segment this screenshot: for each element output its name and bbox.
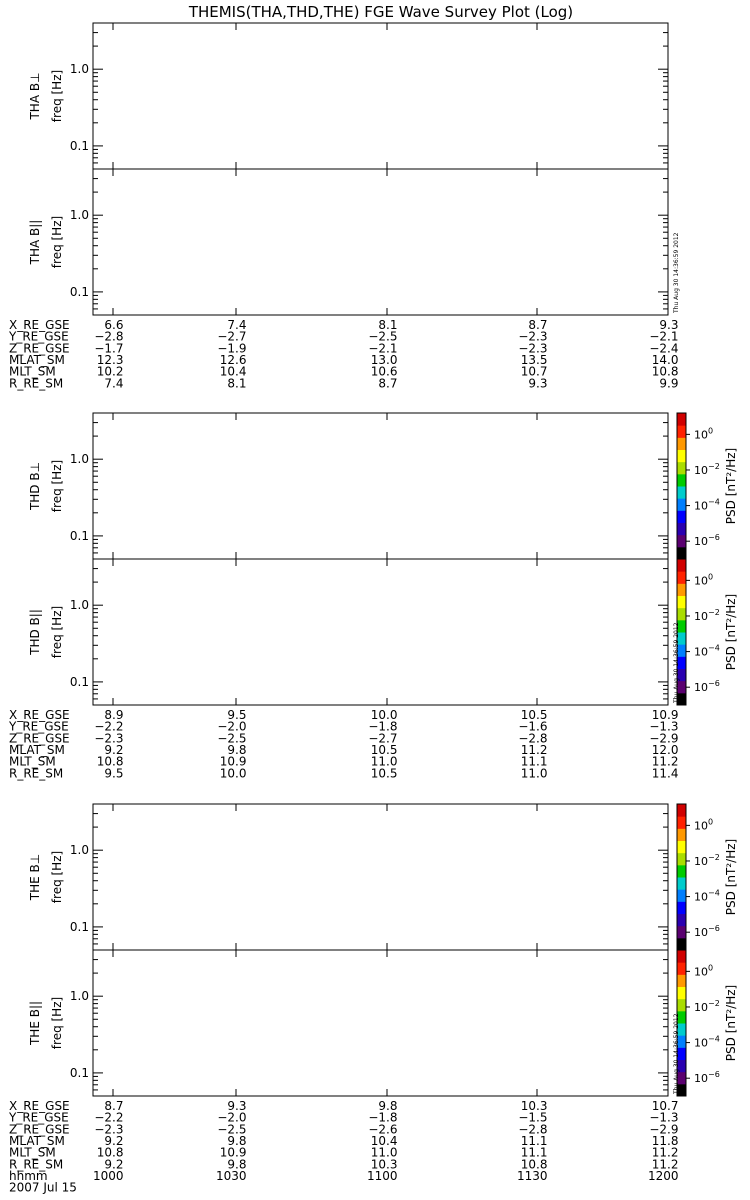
y-axis-label: freq [Hz] (50, 215, 64, 269)
colorbar-tick-label: $10^0$ (694, 963, 714, 979)
colorbar-tick-label: $10^{-2}$ (694, 998, 720, 1014)
ephemeris-value: −2.1 (649, 329, 679, 344)
colorbar-label: PSD [nT²/Hz] (724, 447, 738, 525)
ephemeris-value: −1.8 (368, 719, 398, 734)
ephemeris-value: −2.3 (518, 329, 548, 344)
ephemeris-value: 12.6 (219, 352, 247, 367)
ephemeris-value: −2.2 (94, 1110, 124, 1125)
colorbar-segment (677, 841, 686, 854)
panel-frame (93, 169, 668, 315)
colorbar-tick-label: $10^{-4}$ (694, 497, 720, 513)
colorbar-tick-label: $10^{-6}$ (694, 1070, 720, 1086)
colorbar-label: PSD [nT²/Hz] (724, 984, 738, 1062)
colorbar-tick-label: $10^{-2}$ (694, 607, 720, 623)
ephemeris-row-label: MLAT_SM (9, 742, 65, 757)
ephemeris-value: 10.6 (370, 364, 398, 379)
ephemeris-value: −2.1 (368, 341, 398, 356)
ephemeris-value: 10.9 (219, 754, 247, 769)
y-tick-label: 0.1 (69, 1065, 89, 1080)
colorbar-segment (677, 547, 686, 560)
ephemeris-value: −2.4 (649, 341, 679, 356)
ephemeris-value: 11.0 (370, 754, 398, 769)
panel-label: THE B⊥ (28, 853, 42, 901)
ephemeris-value: −2.8 (94, 329, 124, 344)
colorbar-tick-label: $10^{-4}$ (694, 888, 720, 904)
ephemeris-value: −2.5 (217, 731, 247, 746)
ephemeris-row-label: Y_RE_GSE (9, 329, 69, 344)
ephemeris-value: 1000 (92, 1168, 124, 1183)
ephemeris-value: 9.3 (659, 318, 679, 332)
colorbar-segment (677, 950, 686, 963)
ephemeris-value: 11.1 (520, 754, 548, 769)
colorbar-tick-label: $10^{-6}$ (694, 679, 720, 695)
ephemeris-value: 11.1 (520, 1145, 548, 1160)
ephemeris-value: 11.2 (651, 1157, 679, 1172)
ephemeris-row-label: MLT_SM (9, 1145, 56, 1160)
timestamp-stamp: Thu Aug 30 14:36:59 2012 (673, 1013, 680, 1094)
ephemeris-value: −1.3 (649, 719, 679, 734)
timestamp-stamp: Thu Aug 30 14:36:59 2012 (673, 622, 680, 703)
ephemeris-value: 11.2 (651, 754, 679, 769)
ephemeris-value: 11.2 (520, 742, 548, 757)
ephemeris-value: −2.9 (649, 1122, 679, 1137)
ephemeris-row-label: R_RE_SM (9, 1157, 64, 1172)
colorbar-segment (677, 974, 686, 987)
panel-label: THD B|| (28, 609, 42, 655)
ephemeris-value: −2.3 (94, 731, 124, 746)
ephemeris-value: −2.8 (518, 731, 548, 746)
ephemeris-row-label: R_RE_SM (9, 376, 64, 391)
y-tick-label: 0.1 (69, 528, 89, 543)
colorbar-segment (677, 926, 686, 939)
ephemeris-value: −1.6 (518, 719, 548, 734)
ephemeris-value: 10.0 (370, 708, 398, 722)
probe-groups (8, 23, 738, 1195)
colorbar-segment (677, 938, 686, 951)
colorbar-label: PSD [nT²/Hz] (724, 838, 738, 916)
ephemeris-value: 10.3 (370, 1157, 398, 1172)
y-tick-label: 1.0 (69, 598, 89, 613)
colorbar-segment (677, 510, 686, 523)
colorbar-segment (677, 901, 686, 914)
ephemeris-value: −2.6 (368, 1122, 398, 1137)
y-axis-label: freq [Hz] (50, 459, 64, 513)
y-axis-label: freq [Hz] (50, 850, 64, 904)
ephemeris-value: 9.2 (104, 1157, 124, 1172)
ephemeris-value: 13.0 (370, 352, 398, 367)
probe-group-the (8, 804, 738, 1195)
ephemeris-row-label: Y_RE_GSE (9, 719, 69, 734)
ephemeris-value: −1.9 (217, 341, 247, 356)
ephemeris-value: 10.8 (96, 1145, 124, 1160)
ephemeris-value: 12.3 (96, 352, 124, 367)
ephemeris-value: 11.4 (651, 766, 679, 781)
ephemeris-value: 10.8 (96, 754, 124, 769)
ephemeris-value: 10.5 (370, 742, 398, 757)
ephemeris-value: 11.8 (651, 1133, 679, 1148)
colorbar-segment (677, 816, 686, 829)
ephemeris-value: 10.4 (370, 1133, 398, 1148)
probe-group-tha (8, 23, 680, 390)
colorbar-tick-label: $10^{-6}$ (694, 924, 720, 940)
ephemeris-date: 2007 Jul 15 (9, 1180, 77, 1195)
colorbar-segment (677, 889, 686, 902)
ephemeris-row-label: Z_RE_GSE (9, 341, 70, 356)
colorbar-tick-label: $10^{-2}$ (694, 852, 720, 868)
ephemeris-value: 10.4 (219, 364, 247, 379)
panel-label: THE B|| (28, 1000, 42, 1046)
colorbar-tick-label: $10^{-2}$ (694, 461, 720, 477)
colorbar-segment (677, 914, 686, 927)
ephemeris-row-label: R_RE_SM (9, 766, 64, 781)
ephemeris-table (8, 708, 679, 780)
ephemeris-value: 10.9 (651, 708, 679, 722)
colorbar-label: PSD [nT²/Hz] (724, 593, 738, 671)
ephemeris-value: −2.5 (217, 1122, 247, 1137)
ephemeris-value: −2.3 (518, 341, 548, 356)
ephemeris-value: 10.5 (370, 766, 398, 781)
ephemeris-value: 9.5 (227, 708, 247, 722)
colorbar-tick-label: $10^{-4}$ (694, 643, 720, 659)
ephemeris-value: 8.1 (378, 318, 398, 332)
colorbar-tick-label: $10^0$ (694, 426, 714, 442)
colorbar-tick-label: $10^0$ (694, 817, 714, 833)
y-tick-label: 1.0 (69, 989, 89, 1004)
y-tick-label: 1.0 (69, 452, 89, 467)
colorbar-segment (677, 474, 686, 487)
colorbar-segment (677, 571, 686, 584)
panel-label: THA B|| (28, 219, 42, 265)
colorbar-segment (677, 450, 686, 463)
ephemeris-value: 1100 (366, 1168, 398, 1183)
plot-title: THEMIS(THA,THD,THE) FGE Wave Survey Plot (Log) (188, 3, 574, 21)
ephemeris-value: 8.7 (104, 1099, 124, 1113)
colorbar-tick-label: $10^{-6}$ (694, 533, 720, 549)
ephemeris-row-label: MLAT_SM (9, 352, 65, 367)
ephemeris-row-label: X_RE_GSE (9, 1099, 70, 1113)
ephemeris-value: 8.1 (227, 376, 247, 391)
ephemeris-row-label: MLT_SM (9, 364, 56, 379)
y-tick-label: 1.0 (69, 843, 89, 858)
y-tick-label: 0.1 (69, 919, 89, 934)
ephemeris-value: 1130 (516, 1168, 548, 1183)
colorbar-segment (677, 486, 686, 499)
y-tick-label: 0.1 (69, 674, 89, 689)
colorbar (677, 950, 738, 1097)
y-axis-label: freq [Hz] (50, 605, 64, 659)
panel-label: THD B⊥ (28, 461, 42, 511)
colorbar-segment (677, 962, 686, 975)
ephemeris-value: 9.3 (528, 376, 548, 391)
panel-the-bperp (28, 804, 738, 951)
panel-tha-bperp (28, 23, 668, 169)
ephemeris-value: −2.8 (518, 1122, 548, 1137)
ephemeris-value: −2.0 (217, 1110, 247, 1125)
ephemeris-value: 9.2 (104, 742, 124, 757)
ephemeris-value: 9.5 (104, 766, 124, 781)
ephemeris-value: 9.2 (104, 1133, 124, 1148)
panel-label: THA B⊥ (28, 72, 42, 120)
y-tick-label: 0.1 (69, 138, 89, 153)
panel-thd-bpar (28, 559, 738, 706)
ephemeris-row-label: Y_RE_GSE (9, 1110, 69, 1125)
colorbar-segment (677, 804, 686, 817)
ephemeris-value: 10.8 (651, 364, 679, 379)
ephemeris-value: 10.8 (520, 1157, 548, 1172)
colorbar-segment (677, 462, 686, 475)
colorbar-segment (677, 828, 686, 841)
ephemeris-value: −1.5 (518, 1110, 548, 1125)
panel-tha-bpar (28, 169, 668, 315)
ephemeris-value: 9.8 (227, 1133, 247, 1148)
ephemeris-value: −1.8 (368, 1110, 398, 1125)
colorbar-segment (677, 425, 686, 438)
ephemeris-value: −2.2 (94, 719, 124, 734)
ephemeris-value: 8.9 (104, 708, 124, 722)
panel-frame (93, 23, 668, 169)
colorbar-segment (677, 559, 686, 572)
ephemeris-value: 10.2 (96, 364, 124, 379)
colorbar-segment (677, 498, 686, 511)
ephemeris-value: 11.1 (520, 1133, 548, 1148)
ephemeris-table (8, 1099, 679, 1195)
ephemeris-value: −2.7 (217, 329, 247, 344)
ephemeris-value: 8.7 (528, 318, 548, 332)
y-axis-label: freq [Hz] (50, 996, 64, 1050)
ephemeris-value: 10.0 (219, 766, 247, 781)
ephemeris-value: 1200 (647, 1168, 679, 1183)
y-tick-label: 0.1 (69, 284, 89, 299)
ephemeris-row-label: hhmm (9, 1168, 48, 1183)
colorbar (677, 413, 738, 560)
panel-the-bpar (28, 950, 738, 1097)
ephemeris-value: 12.0 (651, 742, 679, 757)
panel-frame (93, 413, 668, 559)
colorbar-segment (677, 583, 686, 596)
panel-frame (93, 804, 668, 950)
ephemeris-row-label: MLAT_SM (9, 1133, 65, 1148)
y-tick-label: 1.0 (69, 208, 89, 223)
ephemeris-value: −2.9 (649, 731, 679, 746)
ephemeris-value: 7.4 (227, 318, 247, 332)
colorbar-tick-label: $10^0$ (694, 572, 714, 588)
ephemeris-value: −2.3 (94, 1122, 124, 1137)
ephemeris-value: −1.3 (649, 1110, 679, 1125)
ephemeris-value: 6.6 (104, 318, 124, 332)
colorbar-tick-label: $10^{-4}$ (694, 1034, 720, 1050)
panel-frame (93, 559, 668, 705)
colorbar-segment (677, 596, 686, 609)
ephemeris-table (8, 318, 679, 390)
colorbar-segment (677, 523, 686, 536)
ephemeris-value: 11.2 (651, 1145, 679, 1160)
ephemeris-value: 10.7 (520, 364, 548, 379)
ephemeris-value: 14.0 (651, 352, 679, 367)
ephemeris-value: −2.5 (368, 329, 398, 344)
ephemeris-value: 11.0 (370, 1145, 398, 1160)
ephemeris-row-label: X_RE_GSE (9, 318, 70, 332)
ephemeris-value: 11.0 (520, 766, 548, 781)
ephemeris-value: −1.7 (94, 341, 124, 356)
ephemeris-value: 13.5 (520, 352, 548, 367)
timestamp-stamp: Thu Aug 30 14:36:59 2012 (673, 232, 680, 313)
colorbar-segment (677, 535, 686, 548)
ephemeris-value: 7.4 (104, 376, 124, 391)
ephemeris-row-label: X_RE_GSE (9, 708, 70, 722)
panel-frame (93, 950, 668, 1096)
y-tick-label: 1.0 (69, 62, 89, 77)
ephemeris-value: −2.7 (368, 731, 398, 746)
ephemeris-value: 9.9 (659, 376, 679, 391)
panel-thd-bperp (28, 413, 738, 560)
colorbar-segment (677, 437, 686, 450)
colorbar-segment (677, 877, 686, 890)
colorbar (677, 804, 738, 951)
colorbar-segment (677, 413, 686, 426)
y-axis-label: freq [Hz] (50, 69, 64, 123)
colorbar-segment (677, 865, 686, 878)
ephemeris-value: −2.0 (217, 719, 247, 734)
ephemeris-value: 9.8 (378, 1099, 398, 1113)
ephemeris-value: 9.3 (227, 1099, 247, 1113)
ephemeris-value: 10.5 (520, 708, 548, 722)
ephemeris-value: 10.7 (651, 1099, 679, 1113)
colorbar-segment (677, 853, 686, 866)
ephemeris-value: 10.3 (520, 1099, 548, 1113)
ephemeris-value: 10.9 (219, 1145, 247, 1160)
ephemeris-row-label: Z_RE_GSE (9, 1122, 70, 1137)
ephemeris-value: 9.8 (227, 742, 247, 757)
ephemeris-row-label: MLT_SM (9, 754, 56, 769)
probe-group-thd (8, 413, 738, 780)
ephemeris-value: 1030 (215, 1168, 247, 1183)
ephemeris-row-label: Z_RE_GSE (9, 731, 70, 746)
ephemeris-value: 8.7 (378, 376, 398, 391)
colorbar-segment (677, 999, 686, 1012)
colorbar-segment (677, 987, 686, 1000)
ephemeris-value: 9.8 (227, 1157, 247, 1172)
colorbar-segment (677, 608, 686, 621)
colorbar (677, 559, 738, 706)
